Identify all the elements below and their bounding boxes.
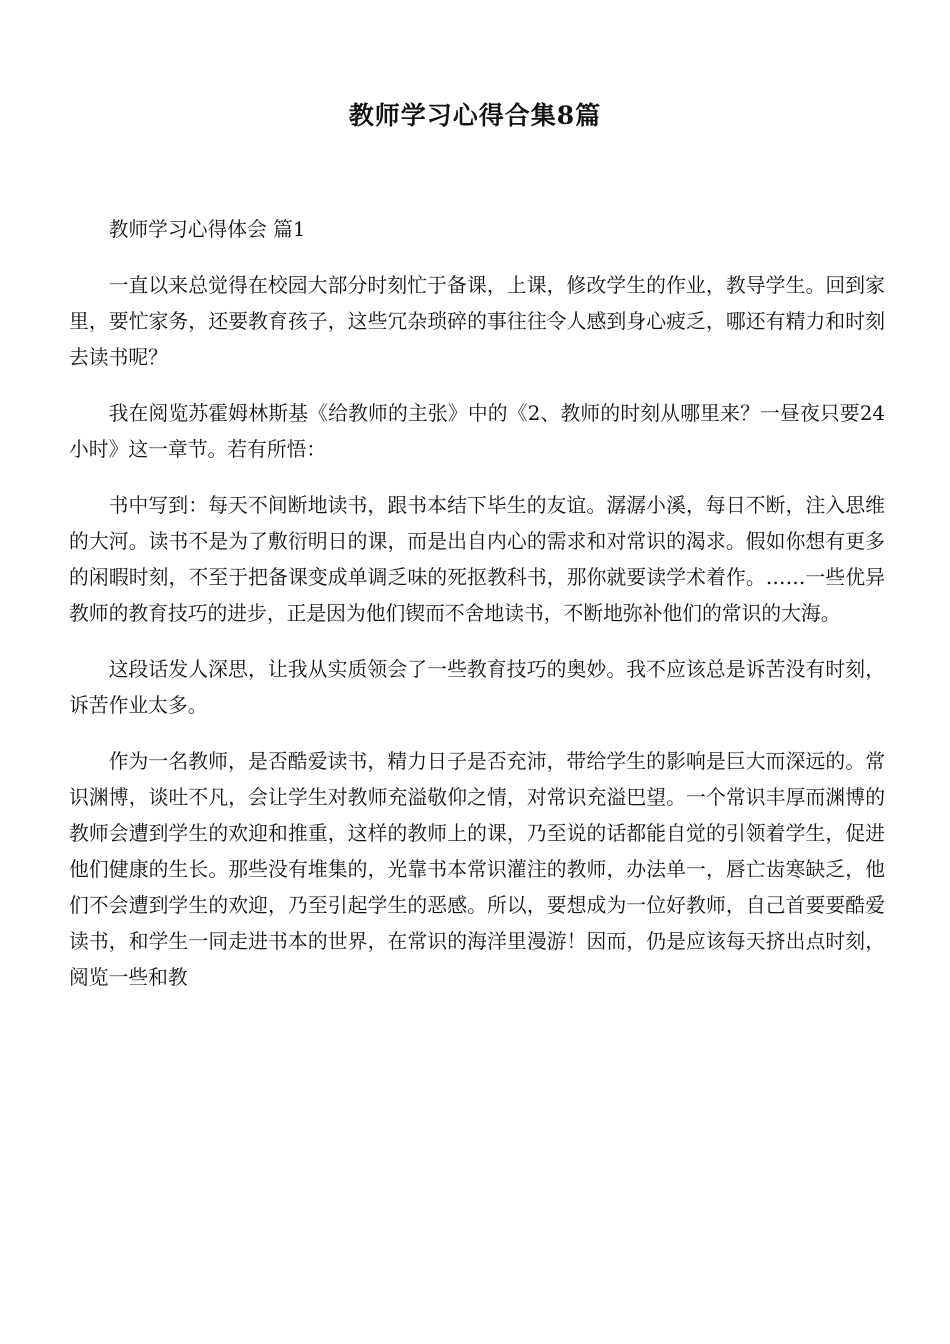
paragraph-4: 这段话发人深思，让我从实质领会了一些教育技巧的奥妙。我不应该总是诉苦没有时刻，诉苦作业太多。	[69, 658, 885, 717]
paragraph-1: 一直以来总觉得在校园大部分时刻忙于备课，上课，修改学生的作业，教导学生。回到家里，要忙家务，还要教育孩子，这些冗杂琐碎的事往往令人感到身心疲乏，哪还有精力和时刻去读书呢？	[69, 274, 885, 369]
paragraph-2: 我在阅览苏霍姆林斯基《给教师的主张》中的《2、教师的时刻从哪里来？一昼夜只要24小时》这一章节。若有所悟：	[69, 402, 885, 461]
section-heading: 教师学习心得体会 篇1	[108, 218, 306, 241]
paragraph-5: 作为一名教师，是否酷爱读书，精力日子是否充沛，带给学生的影响是巨大而深远的。常识渊博，谈吐不凡，会让学生对教师充溢敬仰之情，对常识充溢巴望。一个常识丰厚而渊博的教师会遭到学生的欢迎和推重，这样的教师上的课，乃至说的话都能自觉的引领着学生，促进他们健康的生长。那些没有堆集的，光靠书本常识灌注的教师，办法单一，唇亡齿寒缺乏，他们不会遭到学生的欢迎，乃至引起学生的恶感。所以，要想成为一位好教师，自己首要要酷爱读书，和学生一同走进书本的世界，在常识的海洋里漫游！因而，仍是应该每天挤出点时刻，阅览一些和教	[69, 750, 885, 989]
document-body	[69, 212, 885, 1016]
document-title: 教师学习心得合集8篇	[348, 101, 602, 130]
paragraph-3: 书中写到：每天不间断地读书，跟书本结下毕生的友谊。潺潺小溪，每日不断，注入思维的大河。读书不是为了敷衍明日的课，而是出自内心的需求和对常识的渴求。假如你想有更多的闲暇时刻，不至于把备课变成单调乏味的死抠教科书，那你就要读学术着作。……一些优异教师的教育技巧的进步，正是因为他们锲而不舍地读书，不断地弥补他们的常识的大海。	[69, 494, 885, 625]
